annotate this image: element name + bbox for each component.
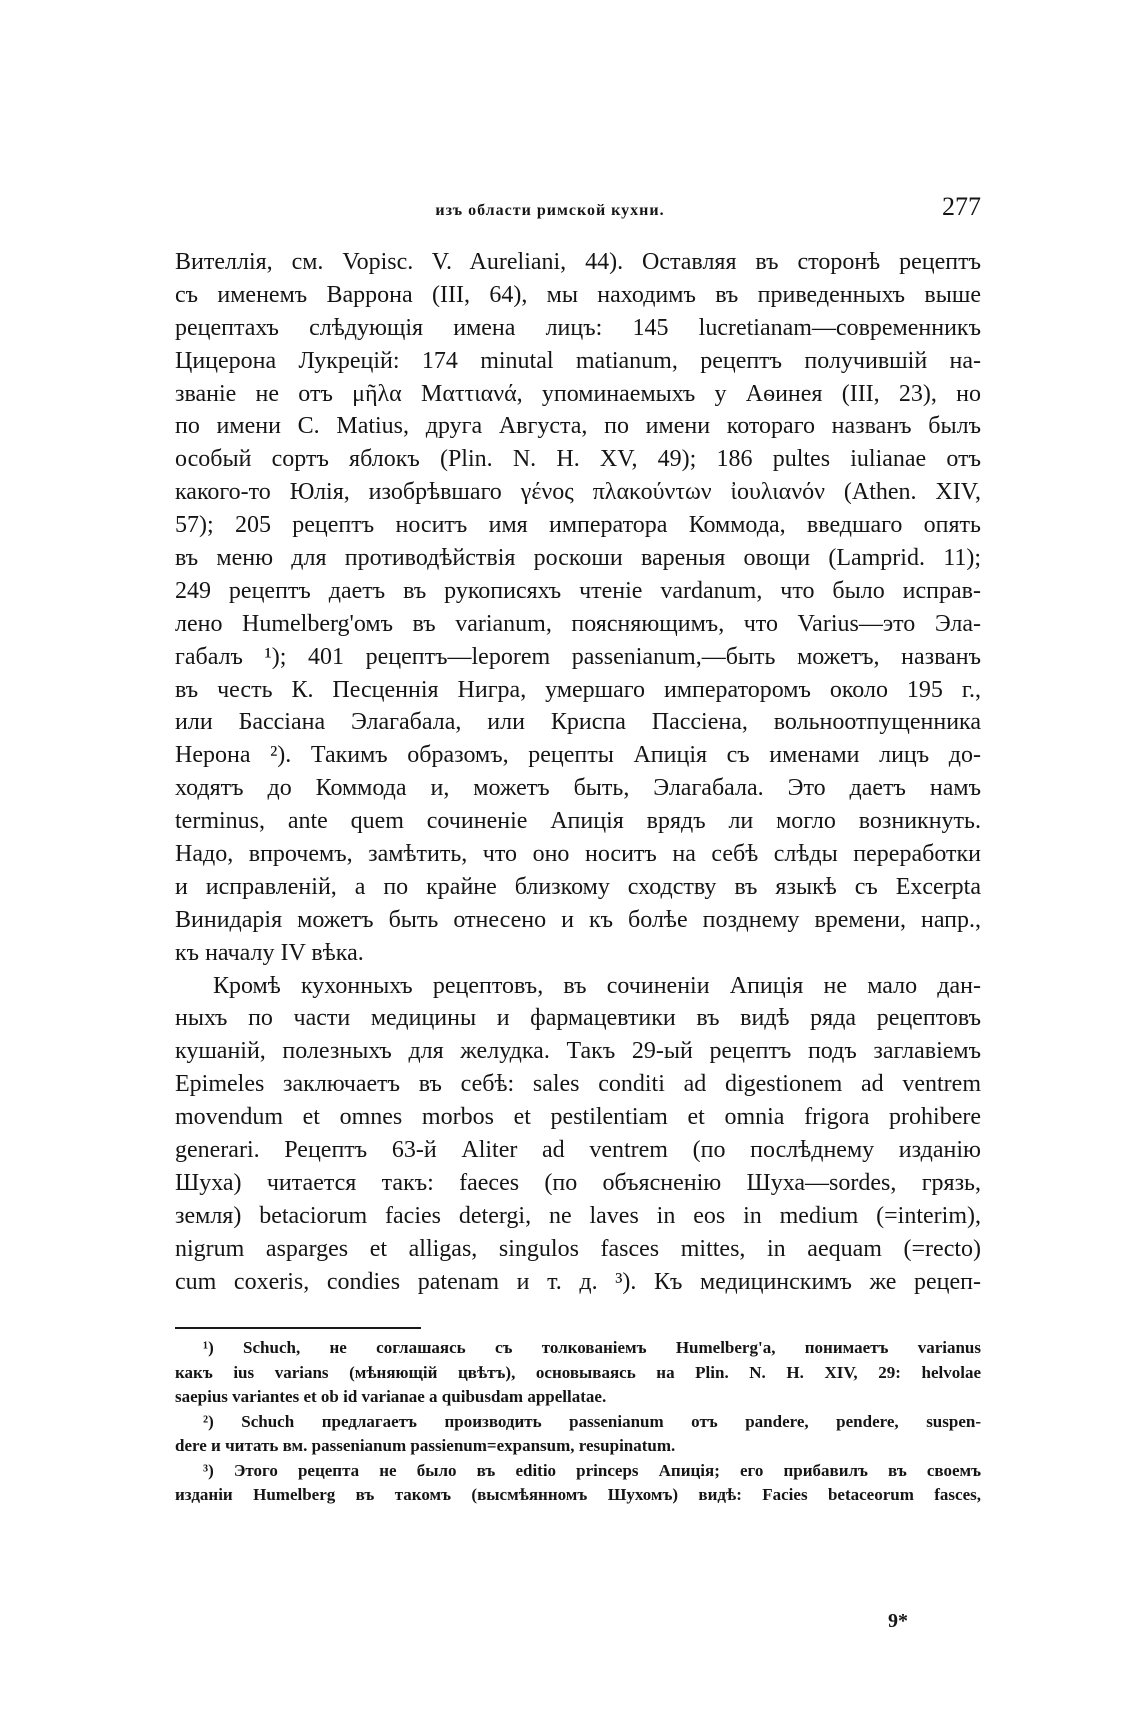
main-text [175,246,981,1299]
text-line: Кромѣ кухонныхъ рецептовъ, въ сочиненіи Апиція не мало дан- [213,972,981,999]
footnote-line: saepius variantes et ob id varianae a quibusdam appellatae. [175,1387,607,1406]
text-line: званіе не отъ μῆλα Ματτιανά, упоминаемыхъ у Аѳинея (III, 23), но [175,380,981,407]
text-line: съ именемъ Варрона (III, 64), мы находимъ въ приведенныхъ выше [175,281,981,308]
footnote-line: ³) Этого рецепта не было въ editio princeps Апиція; его прибавилъ въ своемъ [203,1460,981,1480]
footnote-line: изданіи Humelberg въ такомъ (высмѣянномъ Шухомъ) видѣ: Facies betaceorum fasces, [175,1485,981,1504]
text-line: и исправленій, а по крайне близкому сходству въ языкѣ съ Excerpta [175,873,981,900]
running-title: изъ области римской кухни. [435,202,665,219]
running-header [175,192,985,232]
text-line: 57); 205 рецептъ носитъ имя императора Коммода, введшаго опять [175,512,981,539]
text-line: Нерона ²). Такимъ образомъ, рецепты Апиція съ именами лицъ до- [175,742,981,769]
text-line: земля) betaciorum facies detergi, ne laves in eos in medium (=interim), [175,1202,981,1229]
text-line: или Бассіана Элагабала, или Криспа Пассіена, вольноотпущенника [175,709,981,736]
text-line: Винидарія можетъ быть отнесено и къ болѣе позднему времени, напр., [175,906,981,933]
text-line: Шуха) читается такъ: faeces (по объясненію Шуха—sordes, грязь, [175,1169,981,1196]
footnote-divider [175,1327,421,1329]
footnote-line: ¹) Schuch, не соглашаясь съ толкованіемъ Humelberg'a, понимаетъ varianus [203,1338,981,1357]
text-line: особый сортъ яблокъ (Plin. N. H. XV, 49); 186 pultes iulianae отъ [175,446,981,473]
text-line: Вителлія, см. Vopisc. V. Aureliani, 44). Оставляя въ сторонѣ рецептъ [175,249,981,275]
printer-signature-mark: 9* [888,1610,908,1632]
text-line: какого-то Юлія, изобрѣвшаго γένος πλακούντων ἰουλιανόν (Athen. XIV, [175,479,981,506]
text-line: cum coxeris, condies patenam и т. д. ³). Къ медицинскимъ же рецеп- [175,1268,981,1295]
text-line: Epimeles заключаетъ въ себѣ: sales conditi ad digestionem ad ventrem [175,1071,981,1098]
page-number: 277 [942,192,981,221]
text-line: лено Humelberg'омъ въ varianum, поясняющимъ, что Varius—это Эла- [175,610,981,637]
text-line: къ началу IV вѣка. [175,939,364,966]
text-line: Надо, впрочемъ, замѣтить, что оно носитъ на себѣ слѣды переработки [175,841,981,868]
text-line: movendum et omnes morbos et pestilentiam et omnia frigora prohibere [175,1104,981,1131]
text-line: nigrum asparges et alligas, singulos fasces mittes, in aequam (=recto) [175,1235,981,1262]
text-line: ходятъ до Коммода и, можетъ быть, Элагабала. Это даетъ намъ [175,775,981,802]
text-line: ныхъ по части медицины и фармацевтики въ видѣ ряда рецептовъ [175,1005,981,1032]
text-line: generari. Рецептъ 63-й Aliter ad ventrem (по послѣднему изданію [175,1137,981,1164]
text-line: по имени С. Matius, друга Августа, по имени котораго названъ былъ [175,413,981,440]
footnotes [175,1336,981,1508]
footnote-line: какъ ius varians (мѣняющій цвѣтъ), основываясь на Plin. N. H. XIV, 29: helvolae [175,1362,981,1382]
text-line: кушаній, полезныхъ для желудка. Такъ 29-ый рецептъ подъ заглавіемъ [175,1038,981,1065]
text-line: Цицерона Лукрецій: 174 minutal matianum, рецептъ получившій на- [175,347,981,374]
footnote-line: dere и читать вм. passenianum passienum=expansum, resupinatum. [175,1436,676,1455]
text-line: габалъ ¹); 401 рецептъ—leporem passenianum,—быть можетъ, названъ [175,643,981,670]
text-line: terminus, ante quem сочиненіе Апиція врядъ ли могло возникнуть. [175,808,981,835]
footnote-line: ²) Schuch предлагаетъ производить passenianum отъ pandere, pendere, suspen- [203,1411,981,1431]
text-line: рецептахъ слѣдующія имена лицъ: 145 lucretianam—современникъ [175,314,981,341]
text-line: 249 рецептъ даетъ въ рукописяхъ чтеніе vardanum, что было исправ- [175,577,981,604]
text-line: въ честь К. Песценнія Нигра, умершаго императоромъ около 195 г., [175,676,981,703]
text-line: въ меню для противодѣйствія роскоши вареныя овощи (Lamprid. 11); [175,545,981,572]
